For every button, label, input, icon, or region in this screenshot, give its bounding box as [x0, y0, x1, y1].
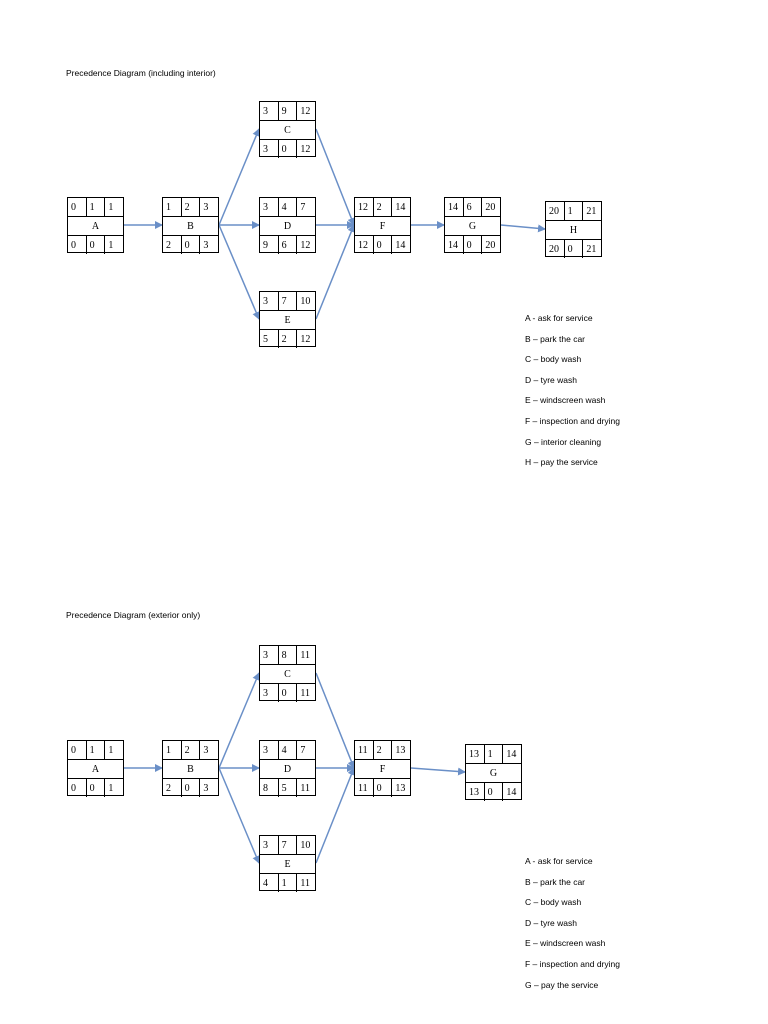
node-value-cell: 1 [104, 779, 123, 797]
node-bottom-row [466, 783, 521, 801]
node-value-cell: 0 [86, 779, 105, 797]
arrow-g-to-h [501, 225, 545, 229]
node-name: E [284, 314, 291, 326]
node-value-cell: 1 [86, 198, 105, 216]
node-name: A [91, 220, 100, 232]
node-value-cell: 0 [463, 236, 482, 254]
node-value-cell: 12 [296, 330, 315, 348]
node-name-row [68, 216, 123, 236]
node-name: F [379, 763, 386, 775]
node-value-cell: 11 [296, 684, 315, 702]
node-value-cell: 0 [71, 782, 76, 794]
node-value-cell: 2 [278, 330, 297, 348]
node-value-cell: 2 [181, 741, 200, 759]
node-value-cell: 0 [71, 239, 76, 251]
node-value-cell: 3 [263, 744, 268, 756]
node-value-cell: 14 [502, 745, 521, 763]
node-value-cell: 8 [263, 782, 268, 794]
diagram-1-title: Precedence Diagram (including interior) [66, 68, 216, 78]
node-value-cell: 5 [263, 333, 268, 345]
node-name-row [260, 310, 315, 330]
legend-item: F – inspection and drying [525, 958, 620, 969]
diagram-2-title: Precedence Diagram (exterior only) [66, 610, 201, 620]
node-value-cell: 3 [263, 839, 268, 851]
node-value-cell: 5 [278, 779, 297, 797]
node-name-row [546, 220, 601, 240]
node-name-row [260, 664, 315, 684]
node-name-row [355, 759, 410, 779]
node-bottom-row [163, 779, 218, 797]
arrow-f-to-g [411, 768, 465, 772]
node-value-cell: 6 [278, 236, 297, 254]
node-name-row [260, 759, 315, 779]
legend-item: D – tyre wash [525, 917, 577, 928]
node-bottom-row [260, 140, 315, 158]
activity-node-h [545, 201, 602, 257]
node-top-row [445, 198, 500, 216]
node-name-row [260, 216, 315, 236]
node-value-cell: 14 [448, 239, 458, 251]
activity-node-b [162, 740, 219, 796]
node-bottom-row [68, 236, 123, 254]
arrow-b-to-e [219, 768, 259, 863]
node-top-row [260, 646, 315, 664]
node-bottom-row [546, 240, 601, 258]
legend-item: A - ask for service [525, 313, 593, 323]
activity-node-e [259, 835, 316, 891]
node-value-cell: 10 [296, 292, 315, 310]
node-top-row [68, 741, 123, 759]
node-value-cell: 13 [469, 786, 479, 798]
node-top-row [466, 745, 521, 763]
node-bottom-row [260, 874, 315, 892]
node-bottom-row [355, 779, 410, 797]
activity-node-c [259, 101, 316, 157]
node-value-cell: 3 [263, 295, 268, 307]
node-top-row [260, 102, 315, 120]
activity-node-a [67, 740, 124, 796]
node-value-cell: 2 [181, 198, 200, 216]
node-value-cell: 12 [296, 102, 315, 120]
legend-item: H – pay the service [525, 457, 598, 468]
node-name-row [355, 216, 410, 236]
node-bottom-row [260, 330, 315, 348]
node-value-cell: 0 [181, 236, 200, 254]
arrow-b-to-c [219, 129, 259, 225]
node-value-cell: 0 [278, 684, 297, 702]
node-value-cell: 4 [278, 198, 297, 216]
node-value-cell: 3 [199, 741, 218, 759]
node-value-cell: 1 [104, 198, 123, 216]
node-name: D [283, 763, 292, 775]
legend-item: C – body wash [525, 897, 582, 908]
activity-node-g [465, 744, 522, 800]
arrow-c-to-f [316, 129, 354, 225]
activity-node-d [259, 740, 316, 796]
legend-item: D – tyre wash [525, 374, 577, 385]
legend-item: E – windscreen wash [525, 395, 606, 406]
node-value-cell: 7 [278, 836, 297, 854]
node-name: H [569, 224, 578, 236]
node-value-cell: 2 [373, 198, 392, 216]
node-value-cell: 1 [166, 201, 171, 213]
node-top-row [260, 198, 315, 216]
arrow-e-to-f [316, 225, 354, 319]
activity-node-g [444, 197, 501, 253]
node-bottom-row [260, 779, 315, 797]
node-value-cell: 11 [296, 874, 315, 892]
legend-item: B – park the car [525, 333, 586, 344]
node-value-cell: 12 [358, 201, 368, 213]
node-value-cell: 3 [199, 236, 218, 254]
node-value-cell: 20 [481, 236, 500, 254]
node-name: G [468, 220, 477, 232]
node-value-cell: 1 [86, 741, 105, 759]
legend-item: G – pay the service [525, 979, 599, 990]
node-value-cell: 3 [199, 779, 218, 797]
node-value-cell: 0 [564, 240, 583, 258]
node-value-cell: 7 [278, 292, 297, 310]
node-value-cell: 14 [448, 201, 458, 213]
node-name: D [283, 220, 292, 232]
node-top-row [68, 198, 123, 216]
node-name: C [284, 124, 291, 136]
node-value-cell: 6 [463, 198, 482, 216]
node-name: C [284, 668, 291, 680]
activity-node-d [259, 197, 316, 253]
node-value-cell: 3 [263, 143, 268, 155]
node-name-row [260, 120, 315, 140]
legend-item: G – interior cleaning [525, 436, 602, 447]
activity-node-a [67, 197, 124, 253]
node-value-cell: 2 [166, 239, 171, 251]
node-value-cell: 0 [373, 779, 392, 797]
activity-node-e [259, 291, 316, 347]
node-value-cell: 0 [86, 236, 105, 254]
legend-item: C – body wash [525, 354, 582, 365]
legend-item: F – inspection and drying [525, 415, 620, 426]
node-top-row [546, 202, 601, 220]
node-value-cell: 12 [296, 140, 315, 158]
activity-node-b [162, 197, 219, 253]
node-bottom-row [445, 236, 500, 254]
node-value-cell: 4 [278, 741, 297, 759]
node-value-cell: 21 [582, 202, 601, 220]
node-value-cell: 3 [263, 105, 268, 117]
node-top-row [260, 836, 315, 854]
node-value-cell: 3 [199, 198, 218, 216]
node-name-row [445, 216, 500, 236]
node-top-row [260, 292, 315, 310]
node-name-row [163, 759, 218, 779]
node-bottom-row [355, 236, 410, 254]
node-value-cell: 2 [373, 741, 392, 759]
node-name: E [284, 858, 291, 870]
node-value-cell: 2 [166, 782, 171, 794]
node-value-cell: 11 [296, 779, 315, 797]
node-value-cell: 11 [296, 646, 315, 664]
node-top-row [163, 198, 218, 216]
node-value-cell: 14 [502, 783, 521, 801]
node-value-cell: 11 [358, 744, 368, 756]
node-value-cell: 14 [391, 198, 410, 216]
node-value-cell: 0 [484, 783, 503, 801]
node-value-cell: 9 [278, 102, 297, 120]
legend-item: A - ask for service [525, 856, 593, 866]
node-value-cell: 14 [391, 236, 410, 254]
node-value-cell: 3 [263, 687, 268, 699]
node-value-cell: 9 [263, 239, 268, 251]
arrow-e-to-f [316, 768, 354, 863]
node-value-cell: 0 [181, 779, 200, 797]
node-value-cell: 0 [278, 140, 297, 158]
legend-item: B – park the car [525, 876, 586, 887]
node-value-cell: 20 [481, 198, 500, 216]
node-value-cell: 1 [278, 874, 297, 892]
node-top-row [355, 741, 410, 759]
node-value-cell: 0 [71, 201, 76, 213]
node-value-cell: 7 [296, 198, 315, 216]
node-bottom-row [68, 779, 123, 797]
node-value-cell: 3 [263, 649, 268, 661]
node-value-cell: 0 [71, 744, 76, 756]
node-bottom-row [163, 236, 218, 254]
node-top-row [260, 741, 315, 759]
node-value-cell: 8 [278, 646, 297, 664]
node-value-cell: 0 [373, 236, 392, 254]
node-value-cell: 1 [564, 202, 583, 220]
node-value-cell: 13 [391, 741, 410, 759]
node-top-row [163, 741, 218, 759]
node-value-cell: 1 [104, 236, 123, 254]
activity-node-c [259, 645, 316, 701]
node-value-cell: 12 [296, 236, 315, 254]
node-value-cell: 1 [484, 745, 503, 763]
activity-node-f [354, 740, 411, 796]
node-value-cell: 13 [391, 779, 410, 797]
node-top-row [355, 198, 410, 216]
node-value-cell: 1 [166, 744, 171, 756]
node-name-row [260, 854, 315, 874]
node-value-cell: 20 [549, 205, 559, 217]
node-value-cell: 7 [296, 741, 315, 759]
node-name: B [187, 220, 194, 232]
activity-node-f [354, 197, 411, 253]
node-value-cell: 3 [263, 201, 268, 213]
node-name-row [466, 763, 521, 783]
node-value-cell: 4 [263, 877, 268, 889]
node-name: F [379, 220, 386, 232]
node-bottom-row [260, 684, 315, 702]
node-value-cell: 1 [104, 741, 123, 759]
arrow-b-to-e [219, 225, 259, 319]
node-value-cell: 13 [469, 748, 479, 760]
node-value-cell: 11 [358, 782, 368, 794]
node-name-row [68, 759, 123, 779]
node-value-cell: 12 [358, 239, 368, 251]
node-name-row [163, 216, 218, 236]
node-name: G [489, 767, 498, 779]
arrow-b-to-c [219, 673, 259, 768]
legend-item: E – windscreen wash [525, 938, 606, 949]
node-bottom-row [260, 236, 315, 254]
node-value-cell: 21 [582, 240, 601, 258]
node-name: B [187, 763, 194, 775]
node-name: A [91, 763, 100, 775]
node-value-cell: 10 [296, 836, 315, 854]
node-value-cell: 20 [549, 243, 559, 255]
arrow-c-to-f [316, 673, 354, 768]
